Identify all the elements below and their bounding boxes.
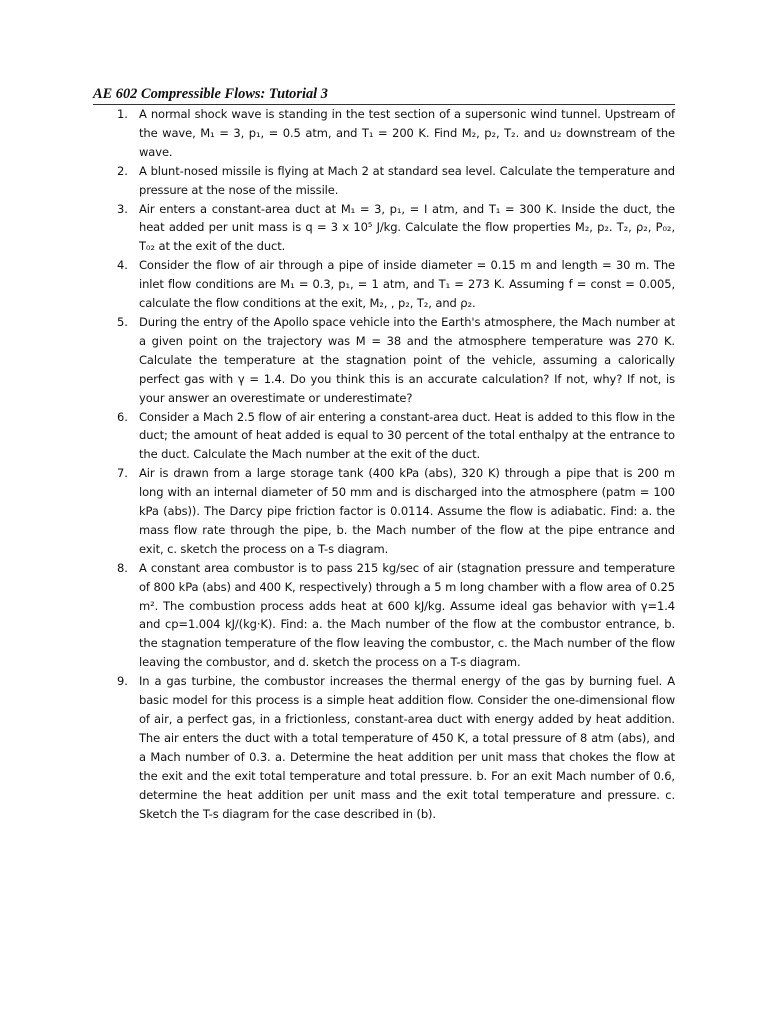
problem-number: 9. bbox=[117, 674, 128, 689]
problem-item bbox=[93, 464, 675, 559]
problem-number: 8. bbox=[117, 560, 128, 575]
problem-number: 4. bbox=[117, 258, 128, 273]
problem-item bbox=[93, 408, 675, 465]
problem-text: Air enters a constant-area duct at M₁ = 3, p₁, = I atm, and T₁ = 300 K. Inside the duct, the heat added per unit mass is q = 3 x 10⁵ J/kg. Calculate the flow properties M₂, p₂. T₂, ρ₂, P₀₂, T₀₂ at the exit of the duct. bbox=[139, 201, 675, 254]
problem-text: A constant area combustor is to pass 215 kg/sec of air (stagnation pressure and temperature of 800 kPa (abs) and 400 K, respectively) through a 5 m long chamber with a flow area of 0.25 m². The combustion process adds heat at 600 kJ/kg. Assume ideal gas behavior with γ=1.4 and cp=1.004 kJ/(kg·K). Find: a. the Mach number of the flow at the combustor entrance, b. the stagnation temperature of the flow leaving the combustor, c. the Mach number of the flow leaving the combustor, and d. sketch the process on a T-s diagram. bbox=[139, 560, 675, 670]
problem-text: Consider the flow of air through a pipe of inside diameter = 0.15 m and length = 30 m. The inlet flow conditions are M₁ = 0.3, p₁, = 1 atm, and T₁ = 273 K. Assuming f = const = 0.005, calculate the flow conditions at the exit, M₂, , p₂, T₂, and ρ₂. bbox=[139, 258, 675, 311]
problem-text: A normal shock wave is standing in the test section of a supersonic wind tunnel. Upstream of the wave, M₁ = 3, p₁, = 0.5 atm, and T₁ = 200 K. Find M₂, p₂, T₂. and u₂ downstream of the wave. bbox=[139, 107, 675, 159]
page-title: AE 602 Compressible Flows: Tutorial 3 bbox=[93, 86, 675, 105]
problem-item bbox=[93, 105, 675, 162]
problem-list bbox=[93, 105, 675, 823]
problem-number: 7. bbox=[117, 466, 128, 481]
problem-number: 6. bbox=[117, 409, 128, 424]
problem-number: 3. bbox=[117, 201, 128, 216]
problem-text: In a gas turbine, the combustor increases the thermal energy of the gas by burning fuel. A basic model for this process is a simple heat addition flow. Consider the one-dimensional flow of air, a perfect gas, in a frictionless, constant-area duct with energy added by heat addition. The air enters the duct with a total temperature of 450 K, a total pressure of 8 atm (abs), and a Mach number of 0.3. a. Determine the heat addition per unit mass that chokes the flow at the exit and the exit total temperature and total pressure. b. For an exit Mach number of 0.6, determine the heat addition per unit mass and the exit total temperature and pressure. c. Sketch the T-s diagram for the case described in (b). bbox=[139, 674, 675, 821]
problem-item bbox=[93, 672, 675, 823]
problem-number: 5. bbox=[117, 314, 128, 329]
problem-item bbox=[93, 313, 675, 408]
problem-number: 1. bbox=[117, 107, 128, 121]
problem-item bbox=[93, 162, 675, 200]
problem-item bbox=[93, 559, 675, 672]
problem-text: During the entry of the Apollo space vehicle into the Earth's atmosphere, the Mach number at a given point on the trajectory was M = 38 and the atmosphere temperature was 270 K. Calculate the temperature at the stagnation point of the vehicle, assuming a calorically perfect gas with γ = 1.4. Do you think this is an accurate calculation? If not, why? If not, is your answer an overestimate or underestimate? bbox=[139, 314, 675, 405]
problem-item bbox=[93, 256, 675, 313]
problem-text: Air is drawn from a large storage tank (400 kPa (abs), 320 K) through a pipe that is 200 m long with an internal diameter of 50 mm and is discharged into the atmosphere (patm = 100 kPa (abs)). The Darcy pipe friction factor is 0.0114. Assume the flow is adiabatic. Find: a. the mass flow rate through the pipe, b. the Mach number of the flow at the pipe entrance and exit, c. sketch the process on a T-s diagram. bbox=[139, 466, 675, 556]
problem-text: Consider a Mach 2.5 flow of air entering a constant-area duct. Heat is added to this flow in the duct; the amount of heat added is equal to 30 percent of the total enthalpy at the entrance to the duct. Calculate the Mach number at the exit of the duct. bbox=[139, 409, 675, 462]
problem-number: 2. bbox=[117, 163, 128, 178]
problem-text: A blunt-nosed missile is flying at Mach 2 at standard sea level. Calculate the temperature and pressure at the nose of the missile. bbox=[139, 163, 675, 197]
problem-item bbox=[93, 200, 675, 257]
